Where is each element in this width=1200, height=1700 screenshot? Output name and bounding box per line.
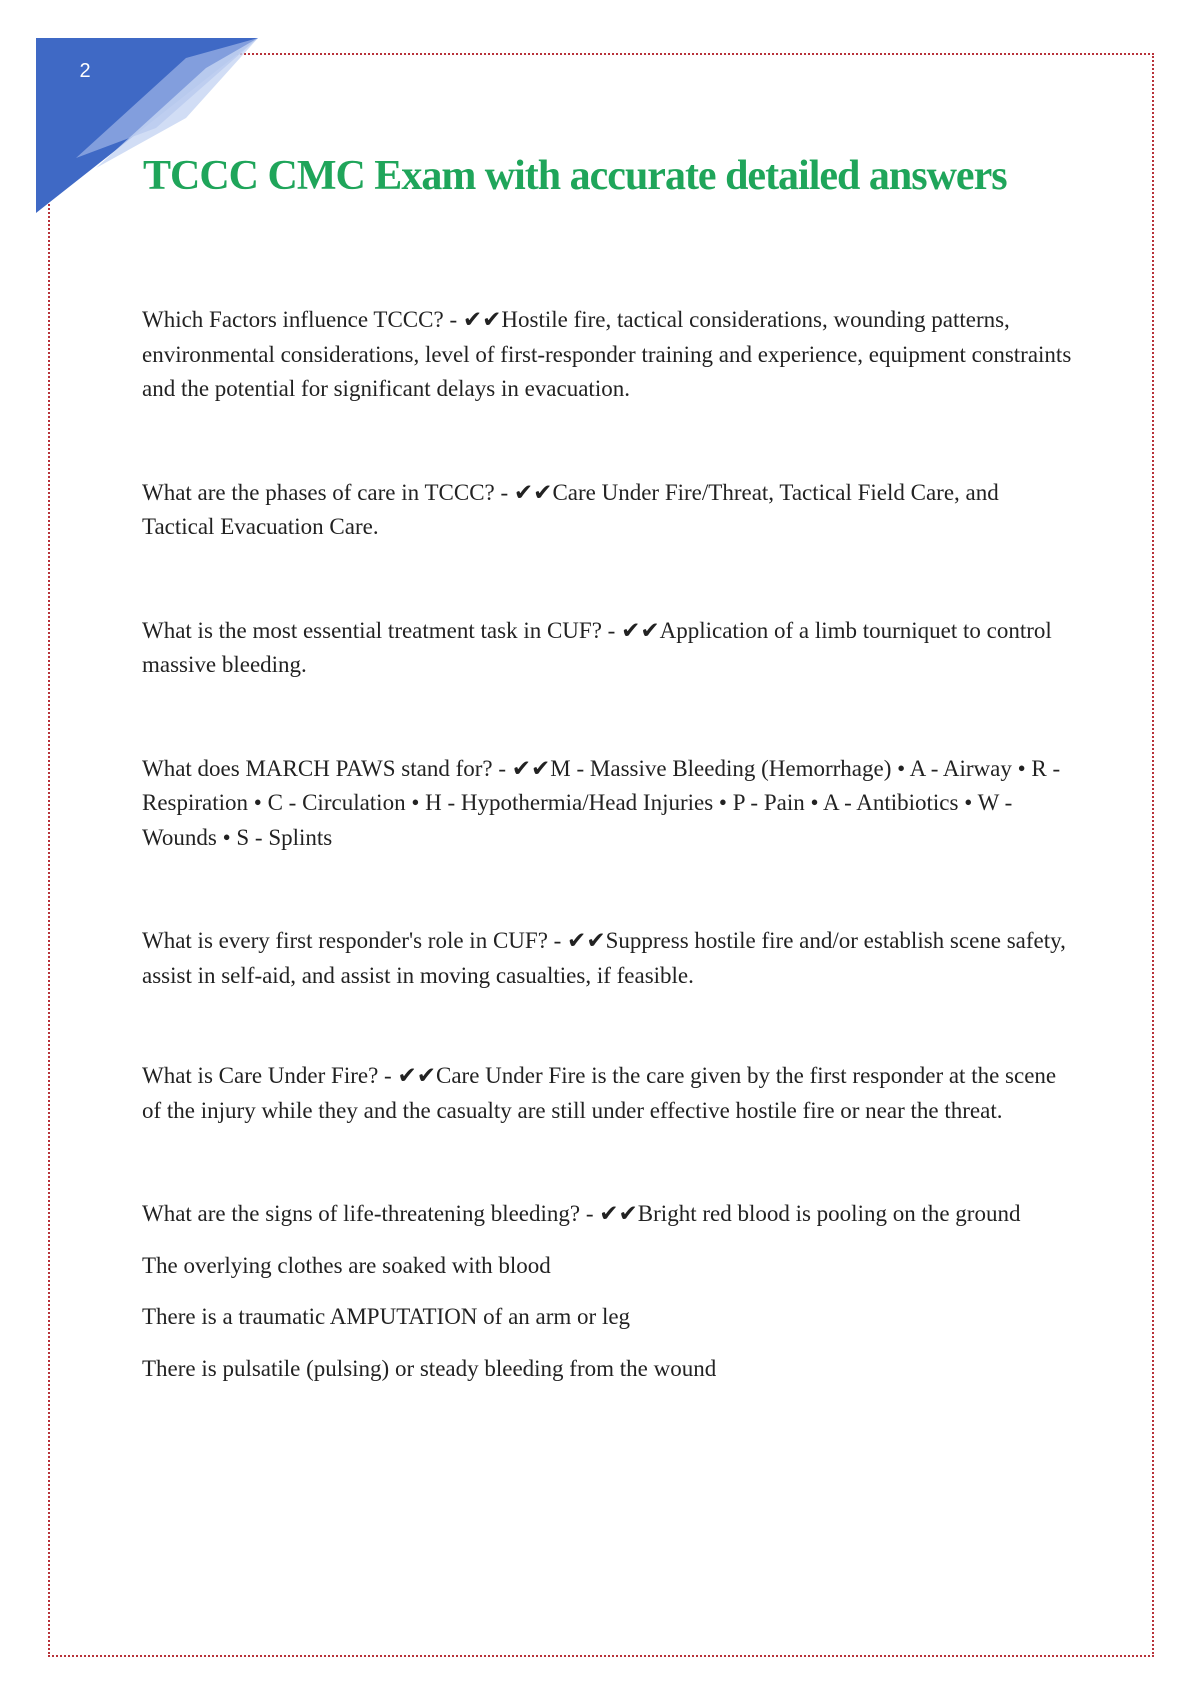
bleeding-sign-line: There is pulsatile (pulsing) or steady bleeding from the wound bbox=[142, 1355, 717, 1381]
qa-item-phases: What are the phases of care in TCCC? - ✔✔Care Under Fire/Threat, Tactical Field Care, and Tactical Evacuation Care. bbox=[142, 479, 999, 539]
qa-item-care-under-fire: What is Care Under Fire? - ✔✔Care Under Fire is the care given by the first responder at the scene of the injury while they and the casualty are still under effective hostile fire or near the threat. bbox=[142, 1063, 1057, 1123]
qa-item-factors: Which Factors influence TCCC? - ✔✔Hostile fire, tactical considerations, wounding patterns, environmental considerations, level of first-responder training and experience, equipment constraints and the potential for significant delays in evacuation. bbox=[142, 307, 1072, 401]
qa-list bbox=[142, 303, 1072, 1386]
qa-item-essential-task: What is the most essential treatment task in CUF? - ✔✔Application of a limb tourniquet to control massive bleeding. bbox=[142, 617, 1052, 677]
qa-item-march-paws: What does MARCH PAWS stand for? - ✔✔M - Massive Bleeding (Hemorrhage) • A - Airway • R - Respiration • C - Circulation • H - Hypothermia/Head Injuries • P - Pain • A - Antibiotics • W - Wounds • S - Splints bbox=[142, 755, 1061, 850]
bleeding-sign-line: There is a traumatic AMPUTATION of an arm or leg bbox=[142, 1304, 631, 1329]
bleeding-sign-line: The overlying clothes are soaked with blood bbox=[142, 1252, 551, 1278]
qa-item-responder-role: What is every first responder's role in CUF? - ✔✔Suppress hostile fire and/or establish scene safety, assist in self-aid, and assist in moving casualties, if feasible. bbox=[142, 928, 1066, 988]
page-number: 2 bbox=[79, 60, 91, 82]
document-title: TCCC CMC Exam with accurate detailed answers bbox=[143, 153, 1007, 199]
qa-item-bleeding-signs: What are the signs of life-threatening bleeding? - ✔✔Bright red blood is pooling on the ground bbox=[142, 1201, 1021, 1226]
